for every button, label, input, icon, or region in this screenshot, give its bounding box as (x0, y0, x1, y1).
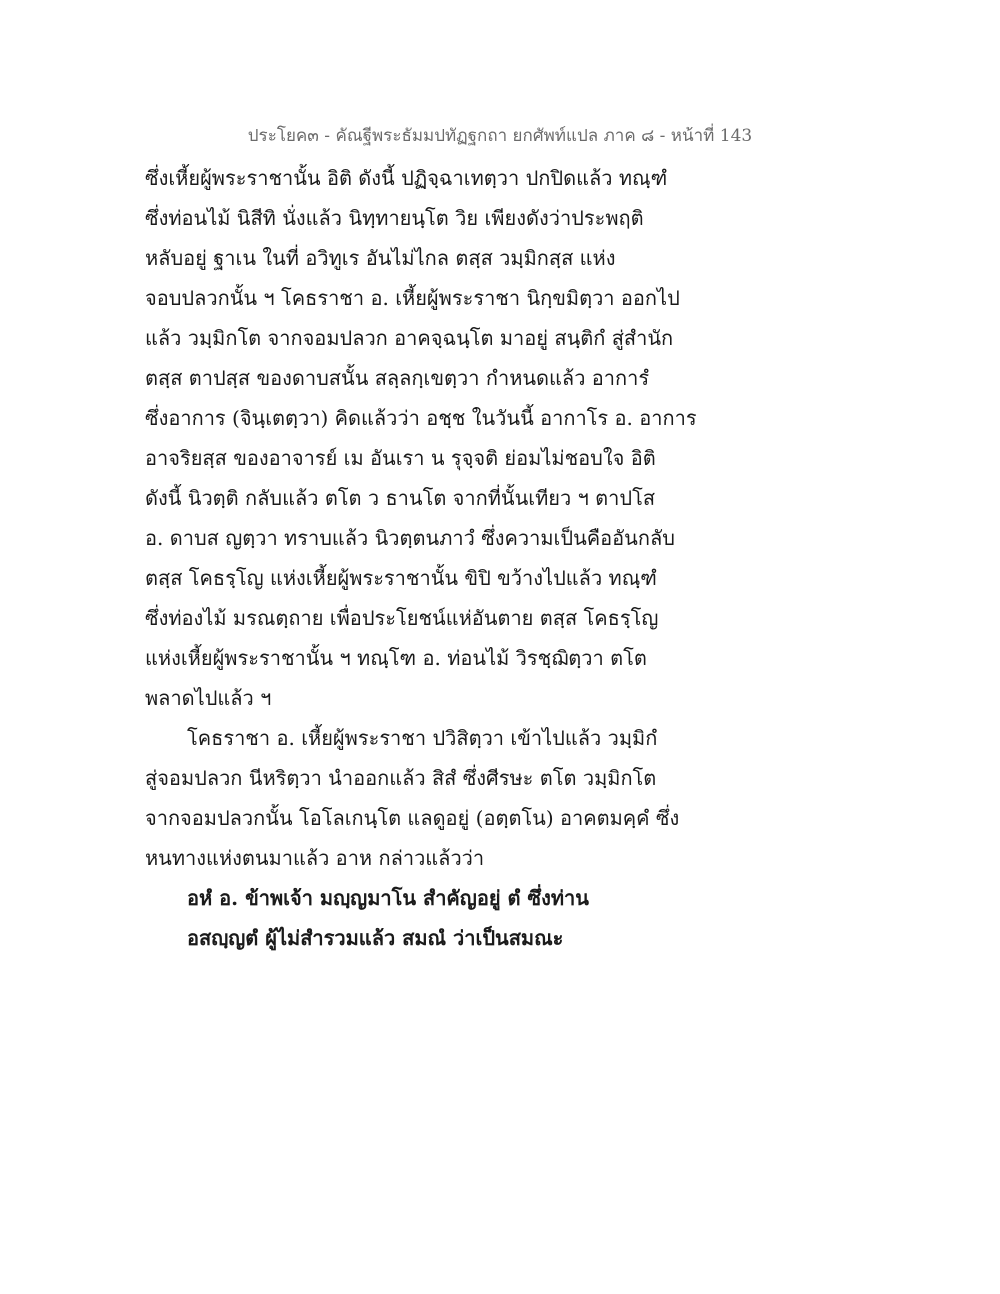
text-line: แห่งเหี้ยผู้พระราชานั้น ฯ ทณฺโฑ อ. ท่อนไม้ วิรชฺฌิตฺวา ตโต (145, 646, 647, 670)
page-header: ประโยค๓ - คัณฐีพระธัมมปทัฏฐกถา ยกศัพท์แปล ภาค ๘ - หน้าที่ 143 (247, 126, 753, 146)
paragraph-first-line: โคธราชา อ. เหี้ยผู้พระราชา ปวิสิตฺวา เข้าไปแล้ว วมฺมิกํ (187, 726, 658, 750)
text-line: ซึ่งเหี้ยผู้พระราชานั้น อิติ ดังนี้ ปฏิจฺฉาเทตฺวา ปกปิดแล้ว ทณฺฑํ (145, 166, 668, 190)
text-line: ตสฺส โคธรฺโญ แห่งเหี้ยผู้พระราชานั้น ขิปิ ขว้างไปแล้ว ทณฺฑํ (145, 566, 657, 590)
text-line: ซึ่งท่อนไม้ นิสีทิ นั่งแล้ว นิทฺทายนฺโต วิย เพียงดังว่าประพฤติ (145, 206, 644, 230)
text-line: ซึ่งอาการ (จินฺเตตฺวา) คิดแล้วว่า อชฺช ในวันนี้ อากาโร อ. อาการ (145, 406, 697, 430)
text-line: อ. ดาบส ญตฺวา ทราบแล้ว นิวตฺตนภาวํ ซึ่งความเป็นคืออันกลับ (145, 526, 675, 550)
verse-line: อสญฺญตํ ผู้ไม่สำรวมแล้ว สมณํ ว่าเป็นสมณะ (187, 926, 564, 950)
text-line: อาจริยสฺส ของอาจารย์ เม อันเรา น รุจฺจติ ย่อมไม่ชอบใจ อิติ (145, 446, 656, 470)
text-line: จอบปลวกนั้น ฯ โคธราชา อ. เหี้ยผู้พระราชา นิกฺขมิตฺวา ออกไป (145, 286, 680, 310)
text-line: พลาดไปแล้ว ฯ (145, 686, 272, 710)
verse-line: อหํ อ. ข้าพเจ้า มญฺญมาโน สำคัญอยู่ ตํ ซึ่งท่าน (187, 886, 589, 910)
text-line: หนทางแห่งตนมาแล้ว อาห กล่าวแล้วว่า (145, 846, 485, 870)
text-line: ซึ่งท่องไม้ มรณตฺถาย เพื่อประโยชน์แห่อันตาย ตสฺส โคธรฺโญ (145, 606, 659, 630)
text-line: ดังนี้ นิวตฺติ กลับแล้ว ตโต ว ธานโต จากที่นั้นเทียว ฯ ตาปโส (145, 486, 656, 510)
text-line: หลับอยู่ ฐาเน ในที่ อวิทูเร อันไม่ไกล ตสฺส วมฺมิกสฺส แห่ง (145, 246, 616, 270)
text-line: แล้ว วมฺมิกโต จากจอมปลวก อาคจฺฉนฺโต มาอยู่ สนฺติกํ สู่สำนัก (145, 326, 674, 350)
text-line: จากจอมปลวกนั้น โอโลเกนฺโต แลดูอยู่ (อตฺตโน) อาคตมคฺคํ ซึ่ง (145, 806, 680, 830)
text-line: ตสฺส ตาปสฺส ของดาบสนั้น สลฺลกฺเขตฺวา กำหนดแล้ว อาการํ (145, 366, 650, 390)
text-line: สู่จอมปลวก นีหริตฺวา นำออกแล้ว สิสํ ซึ่งศีรษะ ตโต วมฺมิกโต (145, 766, 657, 790)
body-text (145, 158, 705, 958)
